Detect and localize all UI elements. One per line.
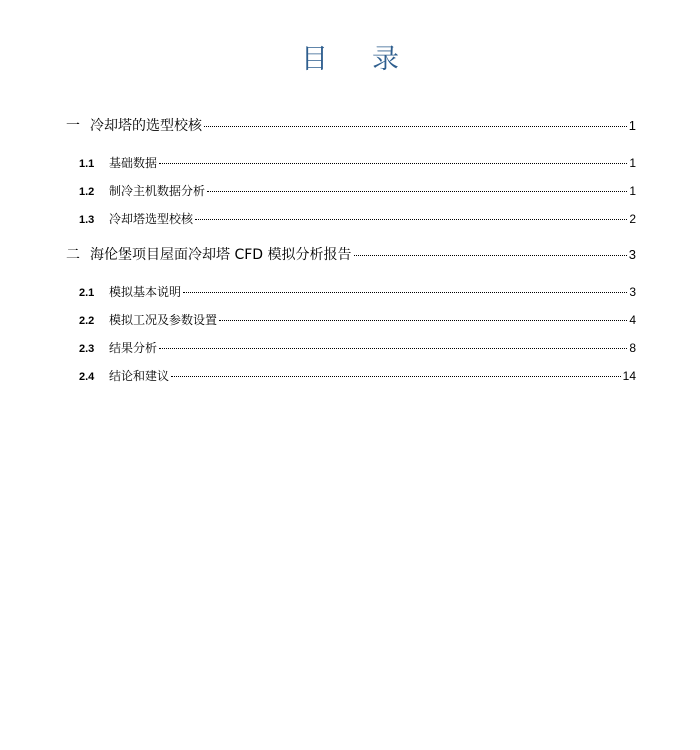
toc-number: 1.3 <box>79 214 95 226</box>
toc-page-number: 1 <box>628 118 636 133</box>
toc-label: 结论和建议 <box>109 369 170 383</box>
toc-label: 制冷主机数据分析 <box>109 184 206 198</box>
toc-dot-leader <box>354 255 627 256</box>
toc-label: 模拟基本说明 <box>109 285 182 299</box>
toc-number: 2.1 <box>79 287 95 299</box>
toc-label: 基础数据 <box>109 156 158 170</box>
toc-number: 二 <box>66 247 80 263</box>
page-title <box>0 42 700 78</box>
title-char-2: 录 <box>372 44 399 75</box>
toc-dot-leader <box>204 126 627 127</box>
toc-page-number: 3 <box>628 247 636 262</box>
toc-number: 一 <box>66 118 80 134</box>
title-char-1: 目 <box>301 44 328 75</box>
toc-page-number: 2 <box>629 212 636 226</box>
toc-page-number: 1 <box>629 184 636 198</box>
toc-number: 1.2 <box>79 186 95 198</box>
toc-number: 1.1 <box>79 158 95 170</box>
toc-entry-1-2[interactable] <box>79 182 636 200</box>
toc-page-number: 1 <box>629 156 636 170</box>
toc-number: 2.2 <box>79 315 95 327</box>
toc-label: 冷却塔的选型校核 <box>90 118 202 134</box>
toc-page-number: 4 <box>629 313 636 327</box>
toc-dot-leader <box>219 320 627 321</box>
toc-page-number: 8 <box>629 341 636 355</box>
toc-entry-2-4[interactable] <box>79 367 636 385</box>
toc-entry-2-2[interactable] <box>79 311 636 329</box>
toc-entry-section-1[interactable] <box>66 116 636 136</box>
toc-dot-leader <box>183 292 627 293</box>
toc-page-number: 3 <box>629 285 636 299</box>
toc-dot-leader <box>159 348 627 349</box>
toc-dot-leader <box>195 219 627 220</box>
toc-label: 模拟工况及参数设置 <box>109 313 218 327</box>
toc-dot-leader <box>159 163 627 164</box>
toc-number: 2.3 <box>79 343 95 355</box>
toc-entry-1-3[interactable] <box>79 210 636 228</box>
toc-entry-2-3[interactable] <box>79 339 636 357</box>
toc-page-number: 14 <box>622 369 636 383</box>
toc-label: 海伦堡项目屋面冷却塔 CFD 模拟分析报告 <box>90 247 352 263</box>
toc-label: 冷却塔选型校核 <box>109 212 194 226</box>
toc-number: 2.4 <box>79 371 95 383</box>
toc-entry-1-1[interactable] <box>79 154 636 172</box>
toc-dot-leader <box>207 191 627 192</box>
toc-entry-section-2[interactable] <box>66 245 636 265</box>
toc-label: 结果分析 <box>109 341 158 355</box>
toc-entry-2-1[interactable] <box>79 283 636 301</box>
toc-dot-leader <box>171 376 621 377</box>
